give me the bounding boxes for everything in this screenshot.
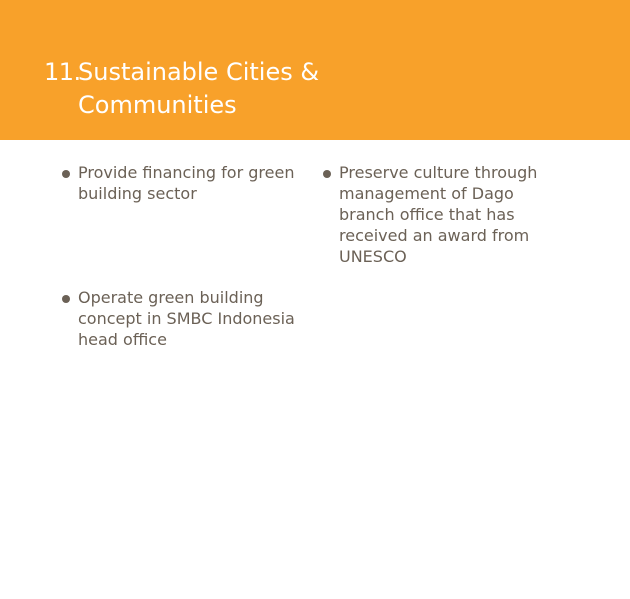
bullet-dot-icon bbox=[62, 295, 70, 303]
bullet-dot-icon bbox=[323, 170, 331, 178]
section-title: Sustainable Cities & Communities bbox=[78, 58, 320, 119]
bullet-text: Operate green building concept in SMBC Indonesia head office bbox=[78, 288, 295, 349]
section-number: 11. bbox=[44, 58, 81, 86]
bullet-text: Provide financing for green building sector bbox=[78, 163, 295, 203]
bullet-dot-icon bbox=[62, 170, 70, 178]
bullet-text: Preserve culture through management of Dago branch office that has received an award from UNESCO bbox=[339, 163, 538, 266]
section-header bbox=[0, 0, 630, 140]
